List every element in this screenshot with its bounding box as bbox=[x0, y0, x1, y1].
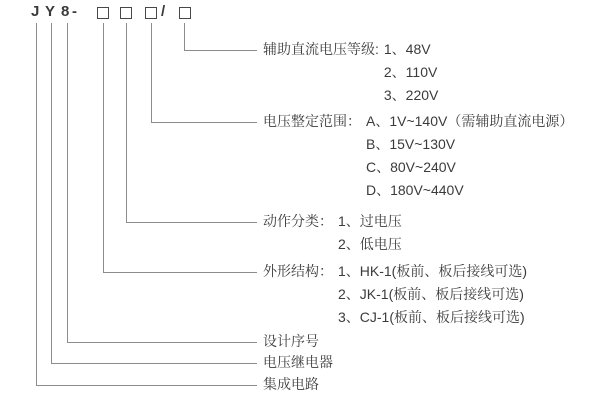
placeholder-box-1 bbox=[97, 7, 109, 19]
spacer bbox=[263, 133, 366, 156]
branch-option: 1、HK-1(板前、板后接线可选) bbox=[338, 263, 528, 279]
branch-label: 辅助直流电压等级: bbox=[263, 41, 379, 57]
branch-option: C、80V~240V bbox=[366, 159, 456, 175]
spacer bbox=[263, 179, 366, 202]
spacer bbox=[263, 306, 338, 329]
model-code-dash: - bbox=[72, 3, 77, 20]
branch-option: A、1V~140V（需辅助直流电源） bbox=[366, 113, 574, 129]
model-code-letter-j: J bbox=[31, 3, 40, 20]
spacer bbox=[263, 283, 338, 306]
branch-integrated-circuit: 集成电路 bbox=[263, 376, 319, 392]
model-code-letter-y: Y bbox=[45, 3, 56, 20]
spacer bbox=[263, 84, 384, 107]
branch-option: B、15V~130V bbox=[366, 136, 456, 152]
branch-option: 1、过电压 bbox=[338, 213, 402, 229]
branch-option: 1、48V bbox=[383, 41, 431, 57]
branch-voltage-range bbox=[263, 110, 573, 202]
branch-label: 外形结构： bbox=[263, 263, 333, 279]
connector-integrated-circuit bbox=[36, 23, 257, 386]
placeholder-box-3 bbox=[145, 7, 157, 19]
model-code-slash: / bbox=[161, 3, 166, 20]
branch-option: 3、CJ-1(板前、板后接线可选) bbox=[338, 309, 525, 325]
branch-label: 动作分类： bbox=[263, 213, 333, 229]
placeholder-box-4 bbox=[179, 7, 191, 19]
branch-action-class bbox=[263, 210, 402, 256]
placeholder-box-2 bbox=[120, 7, 132, 19]
branch-label: 电压整定范围： bbox=[263, 113, 361, 129]
branch-design-serial: 设计序号 bbox=[263, 333, 319, 349]
branch-option: 2、JK-1(板前、板后接线可选) bbox=[338, 286, 524, 302]
branch-shape-structure bbox=[263, 260, 527, 329]
spacer bbox=[263, 61, 384, 84]
spacer bbox=[263, 233, 338, 256]
branch-option: D、180V~440V bbox=[366, 182, 464, 198]
branch-option: 2、低电压 bbox=[338, 236, 402, 252]
branch-option: 2、110V bbox=[383, 64, 438, 80]
model-code-digit-8: 8 bbox=[61, 3, 70, 20]
branch-voltage-relay: 电压继电器 bbox=[263, 354, 333, 370]
branch-aux-dc-voltage bbox=[263, 38, 438, 107]
spacer bbox=[263, 156, 366, 179]
branch-option: 3、220V bbox=[383, 87, 439, 103]
